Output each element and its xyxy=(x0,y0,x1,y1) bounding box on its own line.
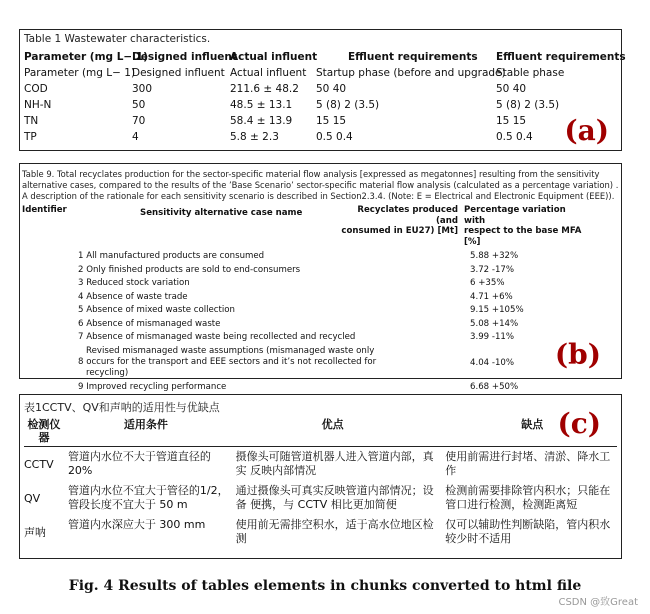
header-identifier: Identifier xyxy=(22,205,67,215)
header-cell: Effluent requirements xyxy=(496,51,626,63)
caption-line: A description of the rationale for each sensitivity scenario is described in Section2.3.4. (Note: E = Electrical and Electronic Equipment (EEE)). xyxy=(22,191,615,201)
table-caption: Table 1 Wastewater characteristics. xyxy=(24,33,211,45)
table-cell: NH-N xyxy=(24,99,52,111)
table-caption: 表1CCTV、QV和声呐的适用性与优缺点 xyxy=(24,401,220,414)
table-cell: 检测前需要排除管内积水；只能在 管口进行检测，检测距离短 xyxy=(445,484,611,511)
table-cell: 声呐 xyxy=(24,526,46,539)
table-row xyxy=(24,81,617,97)
table-cell: 48.5 ± 13.1 xyxy=(230,99,293,111)
table-subheader-row xyxy=(24,65,617,81)
header-case-name: Sensitivity alternative case name xyxy=(140,208,303,218)
table-cell: 管道内水位不大于管道直径的20% xyxy=(67,450,211,477)
table-cell: COD xyxy=(24,83,48,95)
panel-label-a: (a) xyxy=(564,114,609,147)
subheader-cell: Designed influent xyxy=(132,67,225,79)
table-row xyxy=(22,292,619,306)
table-cell: 15 15 xyxy=(316,115,347,127)
case-value: 4.04 -10% xyxy=(470,357,515,368)
table-cell: QV xyxy=(24,492,41,505)
table-row xyxy=(22,251,619,265)
subheader-cell: Parameter (mg L− 1) xyxy=(24,67,136,79)
table-cell: CCTV xyxy=(24,458,54,471)
table-row xyxy=(24,129,617,145)
case-name: 1 All manufactured products are consumed xyxy=(78,251,265,261)
header-cell: Actual influent xyxy=(230,51,318,63)
table-row xyxy=(22,382,619,396)
case-value: 6.68 +50% xyxy=(470,381,519,392)
table-cell: 5.8 ± 2.3 xyxy=(230,131,279,143)
case-name: 6 Absence of mismanaged waste xyxy=(78,318,221,329)
case-name xyxy=(78,346,378,379)
case-name-line: Revised mismanaged waste assumptions (mismanaged waste only xyxy=(86,345,375,356)
table-cell: 15 15 xyxy=(496,115,527,127)
header-line: consumed in EU27) [Mt] xyxy=(341,226,458,236)
watermark: CSDN @致Great xyxy=(558,597,638,608)
case-name-line: 8 occurs for the transport and EEE sectors and it’s not recollected for xyxy=(78,356,377,367)
case-value: 3.72 -17% xyxy=(470,264,515,275)
table-row xyxy=(22,319,619,333)
case-name: 5 Absence of mixed waste collection xyxy=(78,305,235,315)
table-row xyxy=(22,346,619,382)
panel-label-c: (c) xyxy=(557,407,601,440)
table-row xyxy=(24,481,617,515)
table-caption xyxy=(22,169,619,202)
case-name: 7 Absence of mismanaged waste being recollected and recycled xyxy=(78,332,356,342)
panel-label-b: (b) xyxy=(554,338,601,371)
table-cell: 5 (8) 2 (3.5) xyxy=(496,99,560,111)
table-cell: 50 xyxy=(132,99,146,111)
header-cell: 检测仪器 xyxy=(27,418,61,444)
header-line: respect to the base MFA [%] xyxy=(464,226,582,247)
table-header-row xyxy=(24,418,617,447)
case-name: 2 Only finished products are sold to end-consumers xyxy=(78,264,301,275)
table-cell: 300 xyxy=(132,83,153,95)
table-row xyxy=(22,332,619,346)
table-row xyxy=(24,447,617,481)
table-cell: TP xyxy=(24,131,37,143)
header-variation xyxy=(458,205,582,247)
header-cell: 优点 xyxy=(321,418,344,431)
header-cell: 缺点 xyxy=(521,418,544,431)
table-cell: 5 (8) 2 (3.5) xyxy=(316,99,380,111)
header-cell: Designed influent xyxy=(132,51,237,63)
case-value: 6 +35% xyxy=(470,278,505,288)
table-header-row xyxy=(22,205,619,247)
case-name: 9 Improved recycling performance xyxy=(78,381,227,392)
table-cell: 仅可以辅助性判断缺陷，管内积水 较少时不适用 xyxy=(445,518,611,545)
table-cell: 使用前无需排空积水，适于高水位地区检测 xyxy=(235,518,434,545)
table-row xyxy=(22,265,619,279)
table-cell: 50 40 xyxy=(316,83,347,95)
case-name: 3 Reduced stock variation xyxy=(78,278,190,288)
table-panel-c xyxy=(19,394,622,559)
table-cell: 使用前需进行封堵、清淤、降水工作 xyxy=(445,450,611,477)
figure-caption: Fig. 4 Results of tables elements in chunks converted to html file xyxy=(68,578,582,594)
table-cell: 管道内水深应大于 300 mm xyxy=(67,518,206,531)
table-row xyxy=(22,305,619,319)
table-cell: 211.6 ± 48.2 xyxy=(230,83,299,95)
table-cell: 0.5 0.4 xyxy=(496,131,533,143)
table-cell: 摄像头可随管道机器人进入管道内部，真实 反映内部情况 xyxy=(235,450,434,477)
header-cell: Parameter (mg L− 1) xyxy=(24,51,148,63)
table-cell: 50 40 xyxy=(496,83,527,95)
table-cell: 0.5 0.4 xyxy=(316,131,353,143)
header-line: Recyclates produced (and xyxy=(357,205,458,226)
table-cell: 70 xyxy=(132,115,146,127)
table-row xyxy=(22,278,619,292)
case-value: 9.15 +105% xyxy=(470,305,524,315)
caption-line: alternative cases, compared to the results of the ’Base Scenario’ sector-specific material flow analysis (calculated as a percentage variation) . xyxy=(22,180,619,190)
case-name: 4 Absence of waste trade xyxy=(78,291,188,302)
header-line: Percentage variation with xyxy=(464,205,566,226)
table-row xyxy=(24,97,617,113)
subheader-cell: Stable phase xyxy=(496,67,565,79)
header-cell: Effluent requirements xyxy=(348,51,478,63)
table-row xyxy=(24,515,617,549)
header-recyclates xyxy=(340,205,458,247)
table-cell: TN xyxy=(24,115,39,127)
case-value: 4.71 +6% xyxy=(470,291,513,302)
case-value: 5.88 +32% xyxy=(470,251,519,261)
table-cell: 管道内水位不宜大于管径的1/2， 管段长度不宜大于 50 m xyxy=(67,484,229,511)
table-row xyxy=(24,113,617,129)
subheader-cell: Actual influent xyxy=(230,67,307,79)
table-cell: 通过摄像头可真实反映管道内部情况；设备 便携，与 CCTV 相比更加简便 xyxy=(235,484,434,511)
case-value: 5.08 +14% xyxy=(470,318,519,329)
table-panel-b xyxy=(19,163,622,392)
table-header-row xyxy=(24,49,626,65)
caption-line: Table 9. Total recyclates production for the sector-specific material flow analysis [expressed as megatonnes] resulting from the sensitivity xyxy=(22,169,600,179)
table-cell: 58.4 ± 13.9 xyxy=(230,115,293,127)
header-cell: 适用条件 xyxy=(123,418,168,431)
subheader-cell: Startup phase (before and upgrade) xyxy=(316,67,506,79)
table-cell: 4 xyxy=(132,131,139,143)
case-name-line: recycling) xyxy=(86,367,129,378)
case-value: 3.99 -11% xyxy=(470,332,515,342)
table-panel-a xyxy=(19,29,626,151)
